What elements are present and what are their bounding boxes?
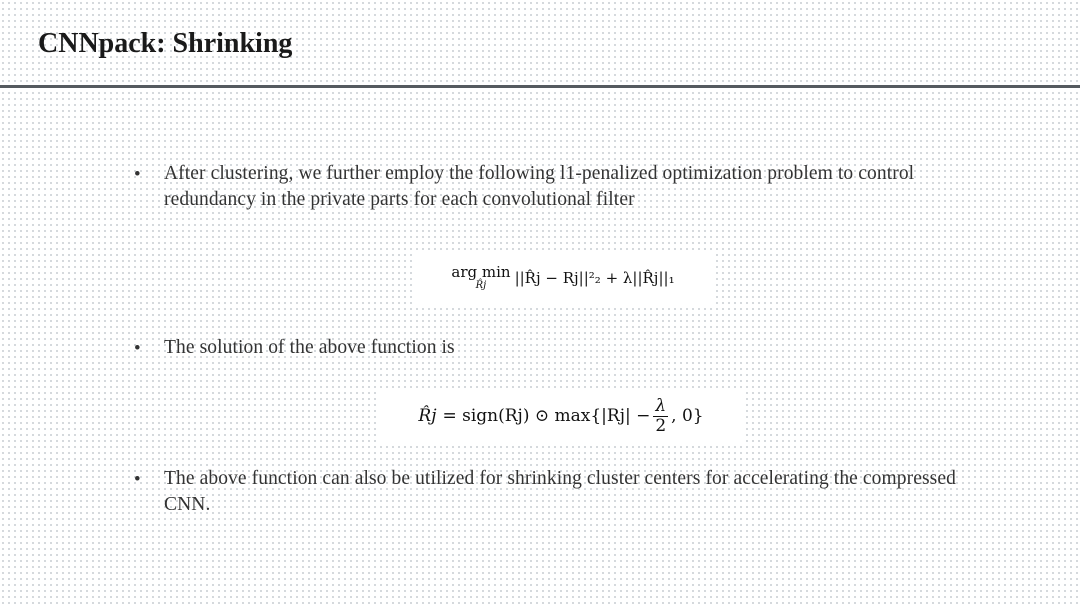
bullet-marker-3: •: [134, 469, 141, 490]
objective-equation: [414, 252, 712, 304]
argmin-operator: [451, 265, 510, 291]
objective-body: ||R̂j − Rj||²₂ + λ||R̂j||₁: [514, 269, 675, 287]
solution-rhs-left: = sign(Rj) ⊙ max{|Rj| −: [442, 406, 651, 426]
lambda-over-two: [653, 395, 668, 436]
title-divider: [0, 85, 1080, 88]
solution-equation: [380, 390, 742, 442]
bullet-text-1: After clustering, we further employ the following l1-penalized optimization problem to control redundancy in the private parts for each convolutional filter: [164, 163, 915, 210]
bullet-text-2: The solution of the above function is: [164, 337, 455, 358]
solution-lhs: R̂j: [418, 406, 437, 426]
bullet-marker-2: •: [134, 338, 141, 359]
frac-denominator: 2: [655, 415, 667, 436]
argmin-label: arg min: [451, 263, 511, 281]
slide-title: CNNpack: Shrinking: [38, 28, 293, 59]
bullet-marker-1: •: [134, 164, 141, 185]
argmin-subscript: R̂j: [475, 280, 487, 291]
solution-rhs-right: , 0}: [671, 406, 704, 426]
frac-numerator: λ: [655, 395, 667, 416]
bullet-text-3: The above function can also be utilized for shrinking cluster centers for accelerating the compressed CNN.: [164, 468, 956, 515]
